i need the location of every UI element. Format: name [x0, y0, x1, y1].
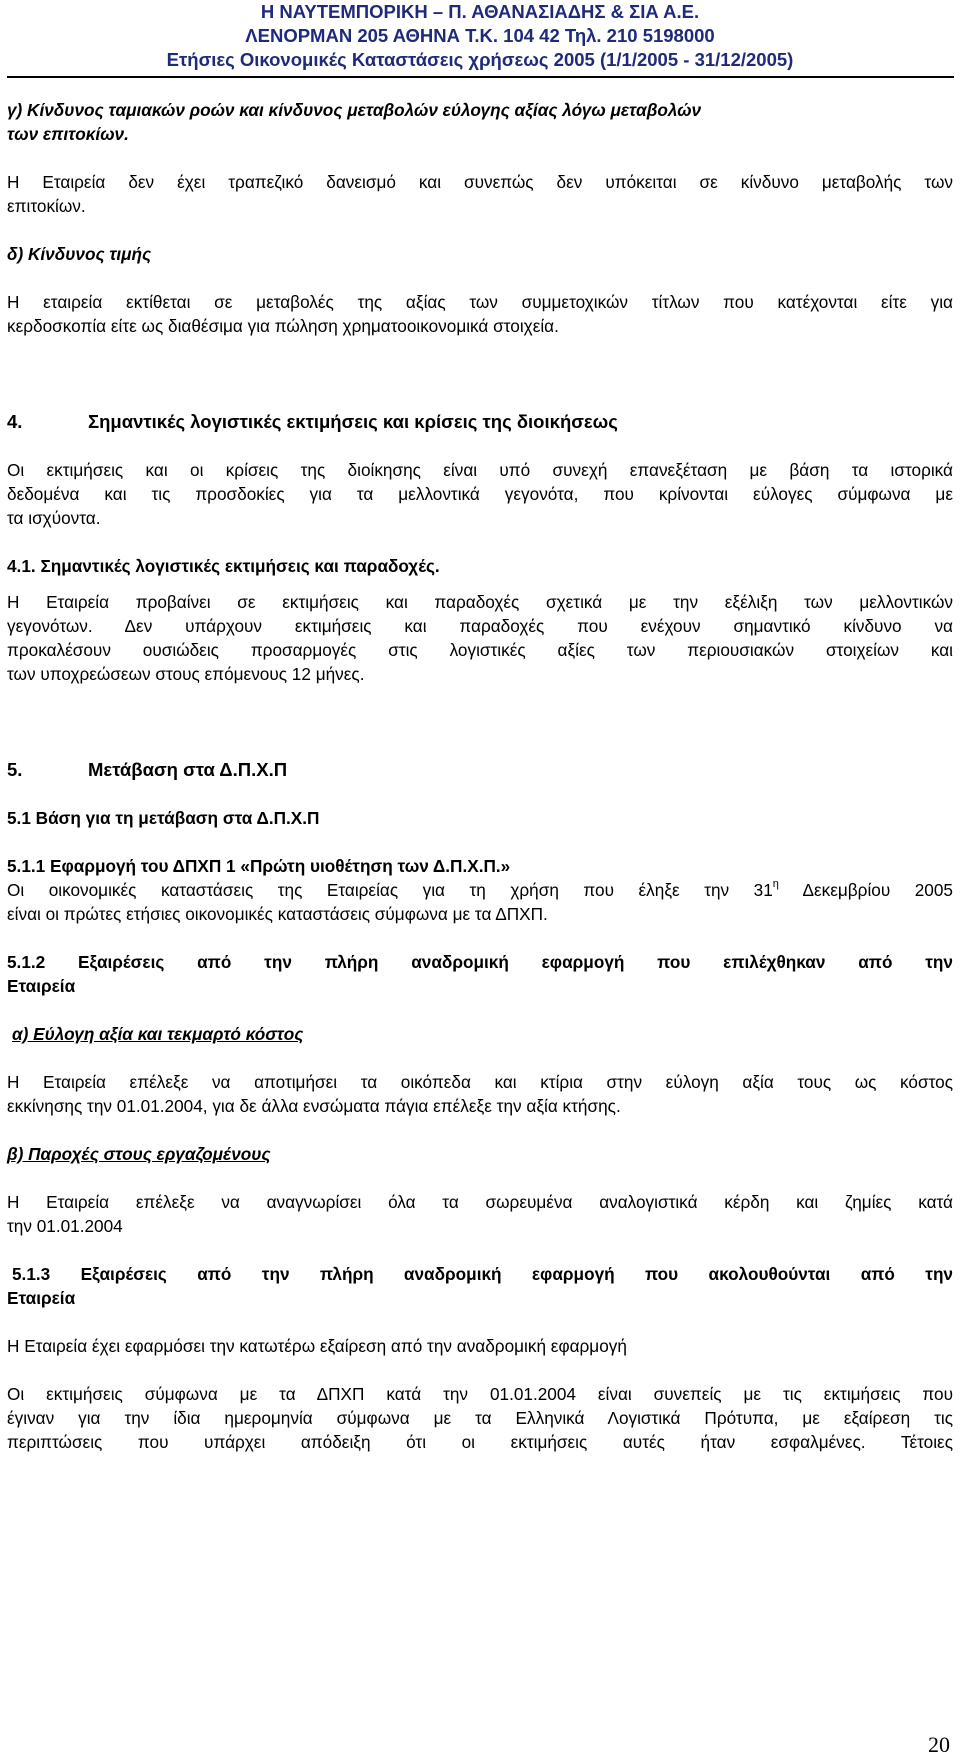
section-5-1-2-title-line1: 5.1.2 Εξαιρέσεις από την πλήρη αναδρομική εφαρμογή που επιλέχθηκαν από την: [7, 952, 953, 972]
section-5-1-3-title-line1: 5.1.3 Εξαιρέσεις από την πλήρη αναδρομική εφαρμογή που ακολουθούνται από την: [12, 1264, 953, 1284]
section-4-title: Σημαντικές λογιστικές εκτιμήσεις και κρίσεις της διοικήσεως: [88, 411, 618, 432]
section-5-1-1-paragraph-line1: Οι οικονομικές καταστάσεις της Εταιρείας για τη χρήση που έληξε την $31^\eta$ Δεκεμβρίου 2005: [7, 878, 953, 900]
page-number: 20: [928, 1732, 950, 1757]
section-b-title: β) Παροχές στους εργαζομένους: [7, 1144, 271, 1164]
section-5-1-title: 5.1 Βάση για τη μετάβαση στα Δ.Π.Χ.Π: [7, 808, 320, 828]
section-4-number: 4.: [7, 411, 23, 432]
section-a-title: α) Εύλογη αξία και τεκμαρτό κόστος: [12, 1024, 304, 1044]
section-a-paragraph-line1: Η Εταιρεία επέλεξε να αποτιμήσει τα οικόπεδα και κτίρια στην εύλογη αξία τους ως κόστος: [7, 1072, 953, 1092]
section-5-1-1-paragraph-line2: είναι οι πρώτες ετήσιες οικονομικές καταστάσεις σύμφωνα με τα ΔΠΧΠ.: [7, 904, 548, 924]
section-g-paragraph-line1: Η Εταιρεία δεν έχει τραπεζικό δανεισμό και συνεπώς δεν υπόκειται σε κίνδυνο μεταβολής των: [7, 172, 953, 192]
section-5-1-1-title: 5.1.1 Εφαρμογή του ΔΠΧΠ 1 «Πρώτη υιοθέτηση των Δ.Π.Χ.Π.»: [7, 856, 511, 876]
section-5-1-2-title-line2: Εταιρεία: [7, 976, 76, 996]
section-g-paragraph-line2: επιτοκίων.: [7, 196, 86, 216]
section-4-1-paragraph-line4: των υποχρεώσεων στους επόμενους 12 μήνες.: [7, 664, 365, 684]
section-d-paragraph-line2: κερδοσκοπία είτε ως διαθέσιμα για πώληση χρηματοοικονομικά στοιχεία.: [7, 316, 559, 336]
section-g-title-line2: των επιτοκίων.: [7, 124, 129, 144]
section-d-paragraph-line1: Η εταιρεία εκτίθεται σε μεταβολές της αξίας των συμμετοχικών τίτλων που κατέχονται είτε για: [7, 292, 953, 312]
header-report-period: Ετήσιες Οικονομικές Καταστάσεις χρήσεως 2005 (1/1/2005 - 31/12/2005): [166, 49, 794, 70]
section-4-paragraph-line3: τα ισχύοντα.: [7, 508, 101, 528]
section-4-paragraph-line2: δεδομένα και τις προσδοκίες για τα μελλοντικά γεγονότα, που κρίνονται εύλογες σύμφωνα με: [7, 484, 953, 504]
section-4-1-paragraph-line2: γεγονότων. Δεν υπάρχουν εκτιμήσεις και παραδοχές που ενέχουν σημαντικό κίνδυνο να: [7, 616, 953, 636]
section-5-1-3-paragraph1: Η Εταιρεία έχει εφαρμόσει την κατωτέρω εξαίρεση από την αναδρομική εφαρμογή: [7, 1336, 627, 1356]
section-5-1-3-title-line2: Εταιρεία: [7, 1288, 76, 1308]
section-b-paragraph-line1: Η Εταιρεία επέλεξε να αναγνωρίσει όλα τα σωρευμένα αναλογιστικά κέρδη και ζημίες κατά: [7, 1192, 953, 1212]
section-4-paragraph-line1: Οι εκτιμήσεις και οι κρίσεις της διοίκησης είναι υπό συνεχή επανεξέταση με βάση τα ιστορικά: [7, 460, 953, 480]
section-4-1-title: 4.1. Σημαντικές λογιστικές εκτιμήσεις και παραδοχές.: [7, 556, 440, 576]
header-address: ΛΕΝΟΡΜΑΝ 205 ΑΘΗΝΑ Τ.Κ. 104 42 Τηλ. 210 5198000: [245, 25, 715, 46]
section-4-1-paragraph-line1: Η Εταιρεία προβαίνει σε εκτιμήσεις και παραδοχές σχετικά με την εξέλιξη των μελλοντικών: [7, 592, 953, 612]
section-5-1-3-paragraph2-line1: Οι εκτιμήσεις σύμφωνα με τα ΔΠΧΠ κατά την 01.01.2004 είναι συνεπείς με τις εκτιμήσεις που: [7, 1384, 953, 1404]
section-d-title: δ) Κίνδυνος τιμής: [7, 244, 152, 264]
header-company-name: Η ΝΑΥΤΕΜΠΟΡΙΚΗ – Π. ΑΘΑΝΑΣΙΑΔΗΣ & ΣΙΑ Α.Ε.: [260, 1, 700, 22]
section-a-paragraph-line2: εκκίνησης την 01.01.2004, για δε άλλα ενσώματα πάγια επέλεξε την αξία κτήσης.: [7, 1096, 621, 1116]
section-5-title: Μετάβαση στα Δ.Π.Χ.Π: [88, 759, 288, 780]
section-5-number: 5.: [7, 759, 23, 780]
header-divider: [7, 76, 954, 78]
section-5-1-3-paragraph2-line3: περιπτώσεις που υπάρχει απόδειξη ότι οι εκτιμήσεις αυτές ήταν εσφαλμένες. Τέτοιες: [7, 1432, 953, 1452]
section-g-title-line1: γ) Κίνδυνος ταμιακών ροών και κίνδυνος μεταβολών εύλογης αξίας λόγω μεταβολών: [7, 100, 702, 120]
section-5-1-3-paragraph2-line2: έγιναν για την ίδια ημερομηνία σύμφωνα με τα Ελληνικά Λογιστικά Πρότυπα, με εξαίρεση τις: [7, 1408, 953, 1428]
section-b-paragraph-line2: την 01.01.2004: [7, 1216, 123, 1236]
section-4-1-paragraph-line3: προκαλέσουν ουσιώδεις προσαρμογές στις λογιστικές αξίες των περιουσιακών στοιχείων και: [7, 640, 953, 660]
